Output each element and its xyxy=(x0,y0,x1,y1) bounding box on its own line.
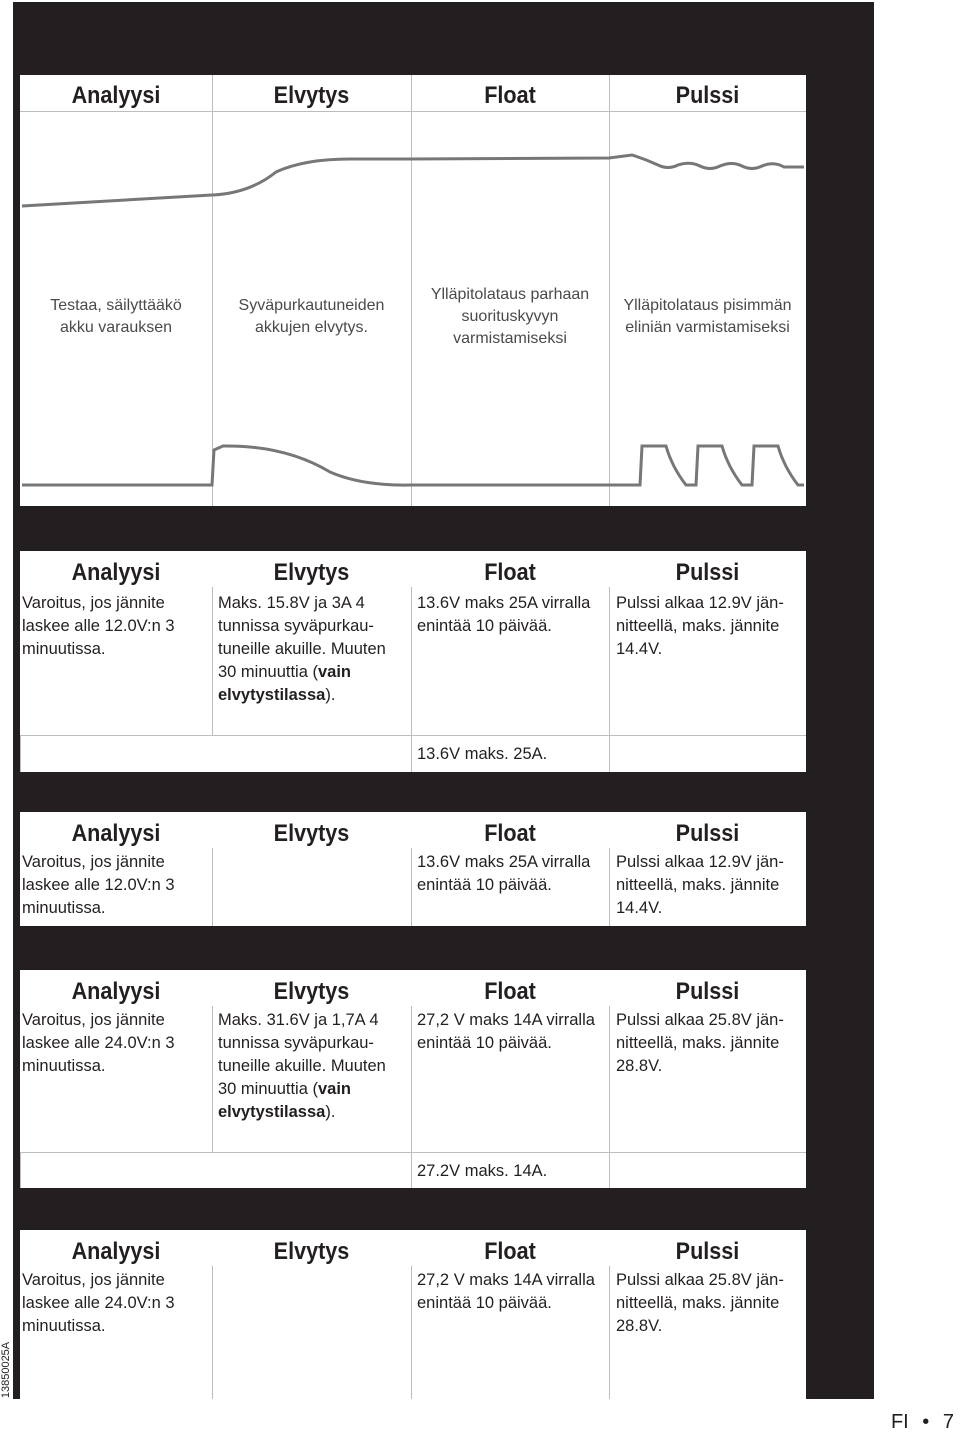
analyysi-text: Varoitus, jos jännite laskee alle 12.0V:n 3 minuutissa. xyxy=(22,594,175,658)
float-text: 27,2 V maks 14A virralla enintää 10 päivää. xyxy=(417,1011,595,1052)
column-divider xyxy=(20,1152,21,1188)
language-code: FI xyxy=(890,1411,909,1433)
spec-panel-2 xyxy=(20,812,806,926)
header-pulssi: Pulssi xyxy=(675,978,740,1005)
column-divider xyxy=(609,587,610,772)
spec-panel-3 xyxy=(20,970,806,1188)
header-pulssi: Pulssi xyxy=(675,559,740,586)
pulssi-text: Pulssi alkaa 25.8V jän- nitteellä, maks. jännite 28.8V. xyxy=(616,1011,784,1075)
document-code: 13850025A xyxy=(0,1341,12,1399)
top-diagram-panel xyxy=(20,75,806,506)
header-float: Float xyxy=(484,978,536,1005)
header-elvytys: Elvytys xyxy=(273,559,350,586)
header-elvytys: Elvytys xyxy=(273,82,350,109)
description-float: Ylläpitolataus parhaan suorituskyvyn varmistamiseksi xyxy=(430,286,590,347)
analyysi-text: Varoitus, jos jännite laskee alle 24.0V:n 3 minuutissa. xyxy=(22,1011,175,1075)
header-float: Float xyxy=(484,1238,536,1265)
pulssi-text: Pulssi alkaa 12.9V jän- nitteellä, maks. jännite 14.4V. xyxy=(616,853,784,917)
pulssi-text: Pulssi alkaa 25.8V jän- nitteellä, maks. jännite 28.8V. xyxy=(616,1271,784,1335)
separator-bullet: • xyxy=(922,1411,930,1433)
header-elvytys: Elvytys xyxy=(273,1238,350,1265)
description-pulssi: Ylläpitolataus pisimmän eliniän varmistamiseksi xyxy=(623,297,792,336)
column-divider xyxy=(609,1266,610,1399)
column-divider xyxy=(411,587,412,772)
float-text: 27,2 V maks 14A virralla enintää 10 päivää. xyxy=(417,1271,595,1312)
float-text: 13.6V maks 25A virralla enintää 10 päivää. xyxy=(417,594,591,635)
column-divider xyxy=(212,1266,213,1399)
spec-panel-1 xyxy=(20,551,806,772)
header-float: Float xyxy=(484,82,536,109)
analyysi-text: Varoitus, jos jännite laskee alle 24.0V:n 3 minuutissa. xyxy=(22,1271,175,1335)
page-number: 7 xyxy=(942,1411,954,1433)
header-analyysi: Analyysi xyxy=(71,820,161,847)
column-divider xyxy=(20,735,21,772)
elvytys-text: Maks. 15.8V ja 3A 4 tunnissa syväpurkau- tuneille akuille. Muuten 30 minuuttia (vain elvytystilassa). xyxy=(218,594,386,704)
row-divider xyxy=(20,1152,806,1153)
description-analyysi: Testaa, säilyttääkö akku varauksen xyxy=(50,297,182,336)
header-float: Float xyxy=(484,820,536,847)
float-bottom-text: 27.2V maks. 14A. xyxy=(417,1162,548,1180)
column-divider xyxy=(411,1006,412,1188)
header-float: Float xyxy=(484,559,536,586)
float-bottom-text: 13.6V maks. 25A. xyxy=(417,745,548,763)
column-divider xyxy=(411,848,412,926)
header-elvytys: Elvytys xyxy=(273,820,350,847)
elvytys-text: Maks. 31.6V ja 1,7A 4 tunnissa syväpurkau- tuneille akuille. Muuten 30 minuuttia (vain elvytystilassa). xyxy=(218,1011,386,1121)
header-analyysi: Analyysi xyxy=(71,82,161,109)
header-pulssi: Pulssi xyxy=(675,820,740,847)
header-elvytys: Elvytys xyxy=(273,978,350,1005)
header-pulssi: Pulssi xyxy=(675,82,740,109)
row-divider xyxy=(20,735,806,736)
column-divider xyxy=(411,1266,412,1399)
header-analyysi: Analyysi xyxy=(71,1238,161,1265)
description-elvytys: Syväpurkautuneiden akkujen elvytys. xyxy=(238,297,385,336)
column-divider xyxy=(609,848,610,926)
column-divider xyxy=(212,587,213,735)
column-divider xyxy=(609,1006,610,1188)
analyysi-text: Varoitus, jos jännite laskee alle 12.0V:n 3 minuutissa. xyxy=(22,853,175,917)
spec-panel-4 xyxy=(20,1230,806,1399)
header-analyysi: Analyysi xyxy=(71,978,161,1005)
header-analyysi: Analyysi xyxy=(71,559,161,586)
float-text: 13.6V maks 25A virralla enintää 10 päivää. xyxy=(417,853,591,894)
column-divider xyxy=(212,848,213,926)
page-footer xyxy=(891,1411,954,1434)
header-pulssi: Pulssi xyxy=(675,1238,740,1265)
column-divider xyxy=(212,1006,213,1152)
pulssi-text: Pulssi alkaa 12.9V jän- nitteellä, maks. jännite 14.4V. xyxy=(616,594,784,658)
